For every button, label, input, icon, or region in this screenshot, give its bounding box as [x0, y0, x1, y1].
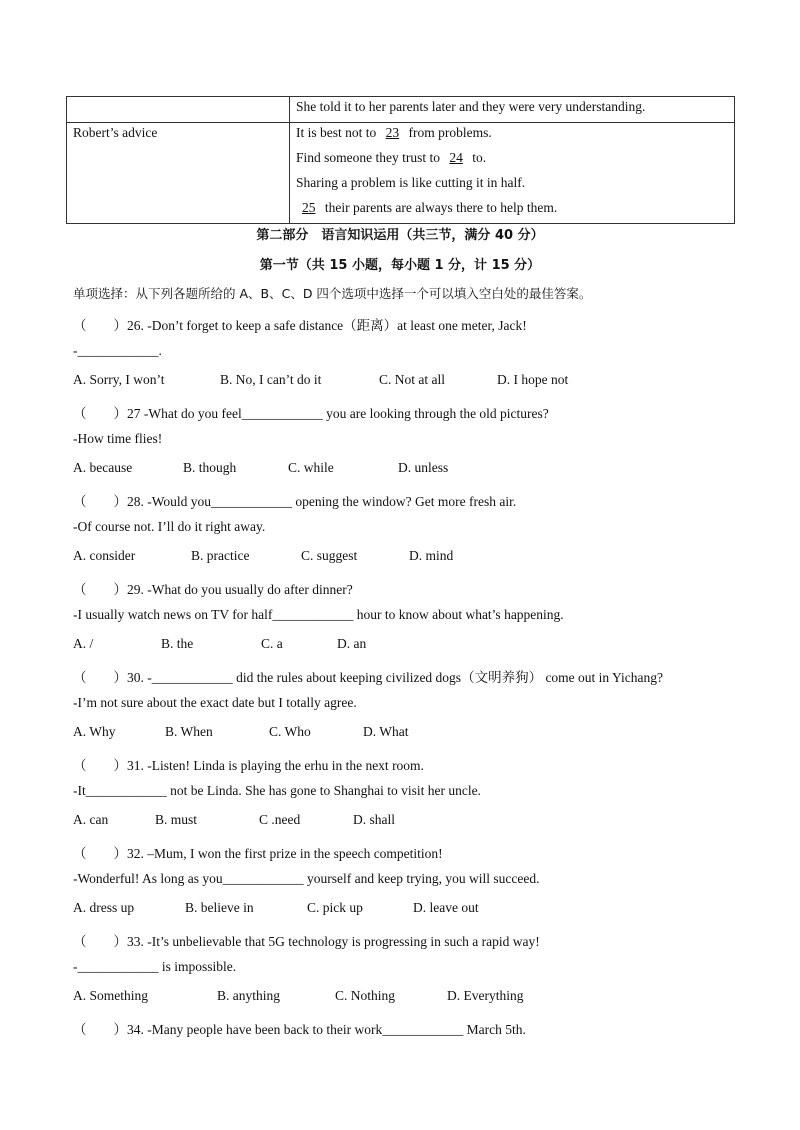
option-a: A. Something — [73, 988, 149, 1003]
part2-title: 第二部分 语言知识运用（共三节，满分 40 分） — [256, 228, 544, 243]
question-32: （ ）32. –Mum, I won the first prize in the speech competition! — [73, 846, 443, 861]
answer-line-27: -How time flies! — [73, 431, 163, 446]
answer-line-31: -It____________ not be Linda. She has gone to Shanghai to visit her uncle. — [73, 783, 481, 798]
option-c: C .need — [259, 812, 301, 827]
option-b: B. practice — [191, 548, 250, 563]
option-c: C. suggest — [301, 548, 358, 563]
table-cell-label — [67, 97, 290, 123]
table-row — [67, 123, 735, 224]
line-text: It is best not to — [296, 125, 380, 140]
table-cell-content — [290, 97, 735, 123]
question-29: （ ）29. -What do you usually do after dinner? — [73, 582, 353, 597]
question-26: （ ）26. -Don’t forget to keep a safe distance（距离）at least one meter, Jack! — [73, 318, 527, 333]
option-d: D. mind — [409, 548, 454, 563]
question-27: （ ）27 -What do you feel____________ you are looking through the old pictures? — [73, 406, 549, 421]
option-d: D. What — [363, 724, 409, 739]
option-c: C. Who — [269, 724, 311, 739]
option-d: D. unless — [398, 460, 449, 475]
line-text: Find someone they trust to — [296, 150, 444, 165]
answer-line-26: -____________. — [73, 343, 162, 358]
option-a: A. dress up — [73, 900, 135, 915]
option-d: D. leave out — [413, 900, 479, 915]
option-c: C. a — [261, 636, 283, 651]
option-b: B. though — [183, 460, 237, 475]
robert-advice-label: Robert’s advice — [73, 125, 158, 140]
section1-title: 第一节（共 15 小题，每小题 1 分，计 15 分） — [259, 258, 541, 273]
line-text: to. — [468, 150, 487, 165]
option-a: A. because — [73, 460, 133, 475]
answer-line-33: -____________ is impossible. — [73, 959, 237, 974]
option-c: C. while — [288, 460, 334, 475]
answer-line-29: -I usually watch news on TV for half____________ hour to know about what’s happening. — [73, 607, 564, 622]
option-b: B. No, I can’t do it — [220, 372, 322, 387]
option-a: A. can — [73, 812, 109, 827]
reading-table — [66, 96, 735, 224]
option-b: B. must — [155, 812, 198, 827]
option-a: A. / — [73, 636, 94, 651]
blank-25: 25 — [302, 200, 316, 215]
table-line: She told it to her parents later and they were very understanding. — [296, 99, 646, 114]
option-b: B. anything — [217, 988, 280, 1003]
table-cell-content — [290, 123, 735, 224]
option-d: D. an — [337, 636, 367, 651]
option-d: D. I hope not — [497, 372, 569, 387]
question-31: （ ）31. -Listen! Linda is playing the erhu in the next room. — [73, 758, 424, 773]
option-c: C. pick up — [307, 900, 363, 915]
blank-24: 24 — [449, 150, 463, 165]
answer-line-28: -Of course not. I’ll do it right away. — [73, 519, 266, 534]
table-row — [67, 97, 735, 123]
option-b: B. When — [165, 724, 213, 739]
option-a: A. consider — [73, 548, 136, 563]
question-30: （ ）30. -____________ did the rules about keeping civilized dogs（文明养狗） come out in Yichang? — [73, 670, 664, 685]
option-c: C. Nothing — [335, 988, 396, 1003]
answer-line-32: -Wonderful! As long as you____________ yourself and keep trying, you will succeed. — [73, 871, 540, 886]
line-text: their parents are always there to help them. — [321, 200, 558, 215]
option-a: A. Sorry, I won’t — [73, 372, 165, 387]
table-line — [296, 148, 728, 173]
blank-23: 23 — [385, 125, 400, 140]
table-line — [296, 123, 728, 148]
answer-line-30: -I’m not sure about the exact date but I totally agree. — [73, 695, 357, 710]
option-d: D. Everything — [447, 988, 524, 1003]
option-b: B. believe in — [185, 900, 254, 915]
question-33: （ ）33. -It’s unbelievable that 5G technology is progressing in such a rapid way! — [73, 934, 540, 949]
line-text: Sharing a problem is like cutting it in half. — [296, 175, 526, 190]
option-c: C. Not at all — [379, 372, 445, 387]
table-line — [296, 173, 728, 198]
question-28: （ ）28. -Would you____________ opening the window? Get more fresh air. — [73, 494, 517, 509]
table-line — [296, 198, 728, 223]
question-34: （ ）34. -Many people have been back to their work____________ March 5th. — [73, 1022, 526, 1037]
table-cell-label — [67, 123, 290, 224]
line-text: from problems. — [405, 125, 492, 140]
option-d: D. shall — [353, 812, 395, 827]
option-b: B. the — [161, 636, 194, 651]
option-a: A. Why — [73, 724, 116, 739]
instructions: 单项选择：从下列各题所给的 A、B、C、D 四个选项中选择一个可以填入空白处的最佳答案。 — [73, 286, 592, 301]
